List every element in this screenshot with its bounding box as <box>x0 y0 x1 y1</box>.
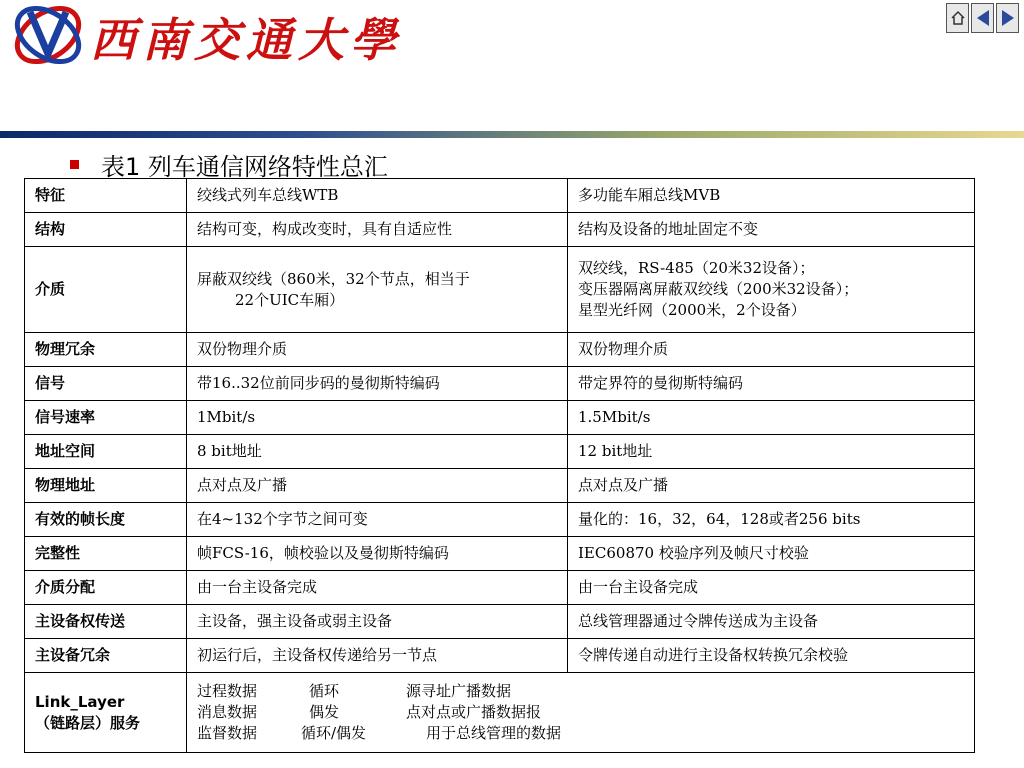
service-line <box>197 723 964 744</box>
service-type: 监督数据 <box>197 724 258 742</box>
header-divider <box>0 131 1024 138</box>
next-arrow-icon <box>1000 9 1016 27</box>
service-mode: 循环/偶发 <box>301 724 367 742</box>
row-mvb: 由一台主设备完成 <box>568 571 975 605</box>
bullet-icon <box>70 160 79 169</box>
row-mvb <box>568 247 975 333</box>
slide-header <box>0 0 1024 150</box>
table-row <box>25 247 975 333</box>
service-type: 消息数据 <box>197 703 258 721</box>
row-wtb: 8 bit地址 <box>187 435 568 469</box>
row-mvb: IEC60870 校验序列及帧尺寸校验 <box>568 537 975 571</box>
row-feature: 介质分配 <box>25 571 187 605</box>
row-mvb: 带定界符的曼彻斯特编码 <box>568 367 975 401</box>
row-feature: 信号速率 <box>25 401 187 435</box>
university-name: 西南交通大學 <box>90 13 402 67</box>
row-feature: 介质 <box>25 247 187 333</box>
table-row-link-layer <box>25 673 975 753</box>
row-feature: 信号 <box>25 367 187 401</box>
table-row <box>25 469 975 503</box>
table-row <box>25 537 975 571</box>
header-wtb: 绞线式列车总线WTB <box>187 179 568 213</box>
row-wtb: 帧FCS-16，帧校验以及曼彻斯特编码 <box>187 537 568 571</box>
prev-arrow-icon <box>975 9 991 27</box>
service-description: 点对点或广播数据报 <box>406 703 542 721</box>
network-comparison-table <box>24 178 975 753</box>
university-logo-icon <box>8 2 88 68</box>
service-mode: 偶发 <box>309 703 340 721</box>
service-description: 用于总线管理的数据 <box>426 724 562 742</box>
row-wtb: 双份物理介质 <box>187 333 568 367</box>
row-mvb: 令牌传递自动进行主设备权转换冗余校验 <box>568 639 975 673</box>
row-feature: 结构 <box>25 213 187 247</box>
row-mvb: 点对点及广播 <box>568 469 975 503</box>
wtb-medium-line: 22个UIC车厢） <box>235 290 345 309</box>
service-description: 源寻址广播数据 <box>406 682 512 700</box>
row-wtb: 1Mbit/s <box>187 401 568 435</box>
service-line <box>197 681 964 702</box>
row-wtb: 初运行后，主设备权传递给另一节点 <box>187 639 568 673</box>
table-row <box>25 503 975 537</box>
table-row <box>25 639 975 673</box>
table-row <box>25 367 975 401</box>
link-layer-title: Link_Layer <box>35 692 125 711</box>
slide-title-row <box>70 147 388 182</box>
slide-title: 表1 列车通信网络特性总汇 <box>101 153 388 181</box>
row-mvb: 总线管理器通过令牌传送成为主设备 <box>568 605 975 639</box>
table-header-row <box>25 179 975 213</box>
row-mvb: 1.5Mbit/s <box>568 401 975 435</box>
table-row <box>25 401 975 435</box>
row-wtb: 结构可变，构成改变时，具有自适应性 <box>187 213 568 247</box>
table-row <box>25 571 975 605</box>
next-slide-button[interactable] <box>996 3 1019 33</box>
table-row <box>25 605 975 639</box>
row-wtb: 带16..32位前同步码的曼彻斯特编码 <box>187 367 568 401</box>
row-wtb: 由一台主设备完成 <box>187 571 568 605</box>
home-icon <box>950 10 966 26</box>
row-wtb: 点对点及广播 <box>187 469 568 503</box>
row-mvb: 结构及设备的地址固定不变 <box>568 213 975 247</box>
mvb-medium-line: 星型光纤网（2000米，2个设备） <box>578 301 806 319</box>
service-type: 过程数据 <box>197 682 258 700</box>
row-feature: 主设备权传送 <box>25 605 187 639</box>
home-button[interactable] <box>946 3 969 33</box>
row-wtb <box>187 247 568 333</box>
prev-slide-button[interactable] <box>971 3 994 33</box>
table-row <box>25 213 975 247</box>
mvb-medium-line: 双绞线，RS-485（20米32设备）； <box>578 259 815 277</box>
row-feature: 主设备冗余 <box>25 639 187 673</box>
row-feature: 完整性 <box>25 537 187 571</box>
wtb-medium-line: 屏蔽双绞线（860米，32个节点，相当于 <box>197 269 470 288</box>
navigation-bar <box>946 3 1019 33</box>
table-row <box>25 333 975 367</box>
row-feature: 有效的帧长度 <box>25 503 187 537</box>
row-mvb: 12 bit地址 <box>568 435 975 469</box>
row-feature <box>25 673 187 753</box>
link-layer-subtitle: （链路层）服务 <box>35 713 141 732</box>
header-mvb: 多功能车厢总线MVB <box>568 179 975 213</box>
row-mvb: 双份物理介质 <box>568 333 975 367</box>
row-feature: 地址空间 <box>25 435 187 469</box>
row-feature: 物理冗余 <box>25 333 187 367</box>
row-mvb: 量化的：16，32，64，128或者256 bits <box>568 503 975 537</box>
mvb-medium-line: 变压器隔离屏蔽双绞线（200米32设备）； <box>578 280 859 298</box>
row-wtb: 主设备，强主设备或弱主设备 <box>187 605 568 639</box>
service-line <box>197 702 964 723</box>
table-row <box>25 435 975 469</box>
row-feature: 物理地址 <box>25 469 187 503</box>
row-wtb: 在4~132个字节之间可变 <box>187 503 568 537</box>
service-mode: 循环 <box>309 682 340 700</box>
link-layer-services <box>187 673 975 753</box>
header-feature: 特征 <box>25 179 187 213</box>
